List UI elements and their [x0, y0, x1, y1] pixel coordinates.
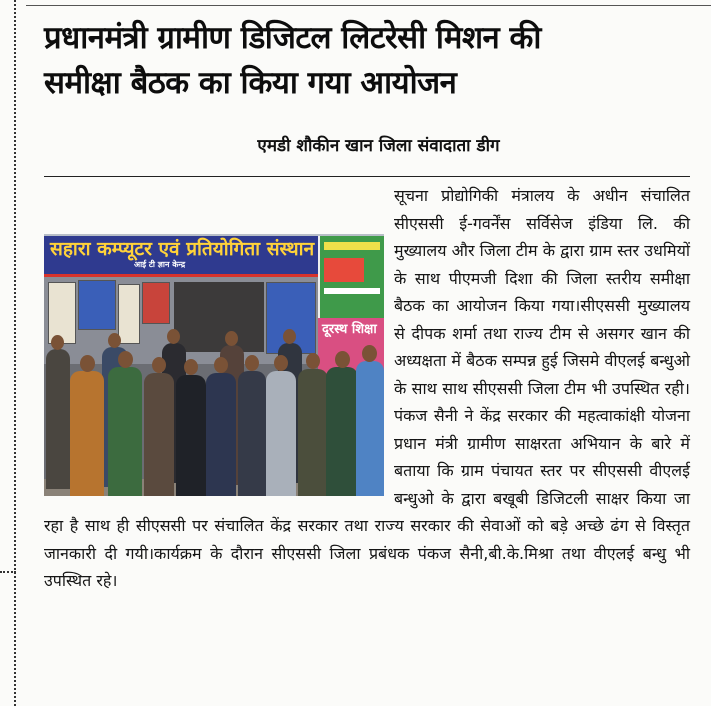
headline-line-1: प्रधानमंत्री ग्रामीण डिजिटल लिटरेसी मिशन की: [44, 20, 541, 56]
photo-person-head: [80, 355, 95, 372]
photo-person-head: [108, 333, 121, 348]
photo-person: [144, 373, 174, 496]
photo-person-head: [167, 329, 180, 344]
photo-poster: [142, 282, 170, 324]
top-border-rule: [26, 0, 711, 6]
photo-person: [176, 375, 206, 496]
photo-person-head: [335, 351, 350, 368]
photo-person-head: [51, 335, 64, 350]
byline: [0, 134, 711, 158]
photo-person-head: [118, 351, 133, 368]
photo-banner-title: सहारा कम्प्यूटर एवं प्रतियोगिता संस्थान: [50, 238, 315, 260]
photo-poster: [78, 280, 116, 330]
meeting-group-photo: [44, 234, 384, 496]
photo-person-head: [225, 331, 238, 346]
photo-person: [298, 369, 328, 496]
photo-person-head: [362, 345, 377, 362]
dotted-cut-line-horizontal: [0, 571, 16, 573]
photo-person: [108, 367, 142, 496]
photo-side-sign-text: दूरस्थ शिक्षा: [322, 322, 377, 337]
photo-person-head: [274, 355, 288, 371]
photo-person: [266, 371, 296, 496]
photo-side-sign-green: [318, 236, 384, 318]
byline-text: एमडी शौकीन खान जिला संवादाता डीग: [257, 136, 500, 156]
article-body: [44, 182, 690, 595]
headline: [44, 16, 694, 106]
photo-person: [46, 349, 70, 489]
article-paragraph: सूचना प्रोद्योगिकी मंत्रालय के अधीन संचालित सीएससी ई-गवर्नेंस सर्विसेज इंडिया लि. की मुख्यालय और जिला टीम के द्वारा ग्राम स्तर उधमियों के साथ पीएमजी दिशा की जिला स्तरीय समीक्षा बैठक का आयोजन किया गया।सीएससी मुख्यालय से दीपक शर्मा तथा राज्य टीम से असगर खान की अध्यक्षता में बैठक सम्पन्न हुई जिसमे वीएलई बन्धुओ के साथ साथ सीएससी जिला टीम भी उपस्थित रही।पंकज सैनी ने केंद्र सरकार की महत्वाकांक्षी योजना प्रधान मंत्री ग्रामीण साक्षरता अभियान के बारे में बताया कि ग्राम पंचायत स्तर पर सीएससी वीएलई बन्धुओ के द्वारा बखूबी डिजिटली साक्षर किया जा रहा है साथ ही सीएससी पर संचालित केंद्र सरकार तथा राज्य सरकार की सेवाओं को बड़े अच्छे ढंग से विस्तृत जानकारी दी गयी।कार्यक्रम के दौरान सीएससी जिला प्रबंधक पंकज सैनी,बी.के.मिश्रा तथा वीएलई बन्धु भी उपस्थित रहे।: [44, 186, 690, 590]
photo-banner-subtitle: आई टी ज्ञान केन्द्र: [134, 260, 186, 269]
photo-person: [70, 371, 104, 496]
photo-person-head: [283, 329, 296, 344]
photo-person-head: [152, 357, 166, 373]
headline-line-2: समीक्षा बैठक का किया गया आयोजन: [44, 65, 457, 101]
photo-group-of-people: [44, 329, 384, 496]
photo-person-head: [306, 353, 320, 369]
dotted-cut-line-vertical: [14, 0, 16, 706]
photo-person-head: [214, 357, 228, 373]
photo-person: [206, 373, 236, 496]
photo-person-head: [184, 359, 198, 375]
photo-person: [326, 367, 358, 496]
photo-person: [238, 371, 266, 496]
photo-person-head: [245, 355, 259, 371]
photo-person: [356, 361, 384, 496]
photo-shop-banner: [44, 236, 319, 277]
byline-divider: [44, 176, 690, 177]
